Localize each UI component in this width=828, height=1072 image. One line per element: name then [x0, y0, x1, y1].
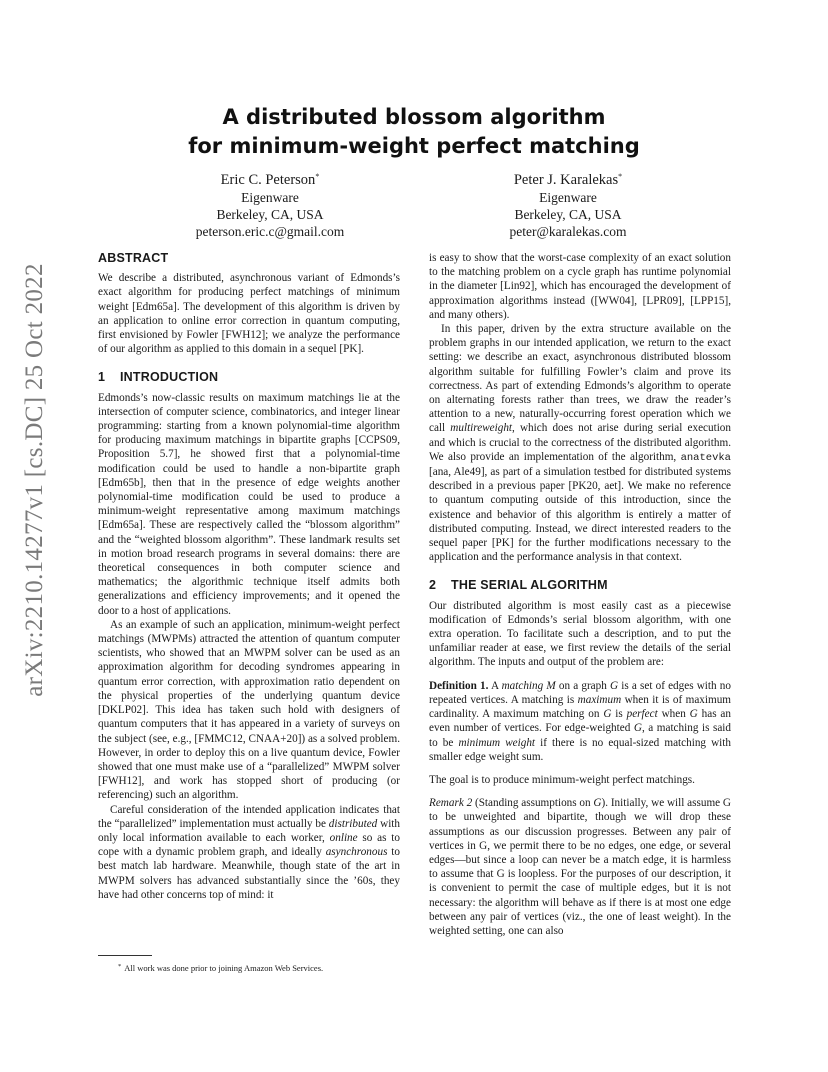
section-heading-serial-algorithm	[429, 578, 731, 592]
intro-paragraph-5: In this paper, driven by the extra structure available on the problem graphs in our intended application, we return to the exact setting: we describe an exact, asynchronous distributed blossom algorithm suitable for fulfilling Fowler’s claim and prove its correctness. As part of extending Edmonds’s algorithm to operate on alternating forests rather than trees, we draw the reader’s attention to a new, naturally-occurring forest operation which we call multireweight, which does not arise during serial execution and which is crucial to the correctness of the distributed algorithm. We also provide an implementation of the algorithm, anatevka [ana, Ale49], as part of a simulation testbed for distributed systems described in a previous paper [PK20, aet]. We make no reference to quantum computing outside of this introduction, since the existence and behavior of this algorithm is entirely a matter of distributed computing. Instead, we direct interested readers to the sequel paper [PK] for the further modifications necessary to the application and the performance analysis in that context.	[429, 323, 731, 564]
author-affiliation: Eigenware	[539, 190, 597, 205]
intro-paragraph-1: Edmonds’s now-classic results on maximum matchings lie at the intersection of computer science, combinatorics, and integer linear programming: starting from a known polynomial-time algorithm for producing maximum matchings in bipartite graphs [CCPS09, Proposition 5.7], he showed first that a polynomial-time modification could be used to handle a non-bipartite graph [Edm65b], then that in the presence of edge weights another polynomial-time modification could be used to produce a minimum-weight representative among maximum matchings [Edm65a]. These are respectively called the “blossom algorithm” and the “weighted blossom algorithm”. These landmark results set in motion broad research programs in several domains: there are theoretical consequences in both computer science and mathematics; the algorithmic technique itself admits both generalizations and efficiency improvements; and it opened the door to a host of applications.	[98, 391, 400, 617]
author-location: Berkeley, CA, USA	[216, 207, 324, 222]
author-footnote-mark: *	[618, 172, 623, 181]
author-name: Eric C. Peterson*	[220, 172, 320, 188]
footnote-text: All work was done prior to joining Amazon Web Services.	[124, 963, 324, 973]
section-title: THE SERIAL ALGORITHM	[451, 578, 608, 593]
paper-title	[98, 103, 730, 161]
definition-1: Definition 1. A matching M on a graph G is a set of edges with no repeated vertices. A matching is maximum when it is of maximum cardinality. A maximum matching on G is perfect when G has an even number of vertices. For edge-weighted G, a matching is said to be minimum weight if there is no equal-sized matching with smaller edge weight sum.	[429, 679, 731, 763]
author-footnote-mark: *	[315, 172, 320, 181]
left-column	[98, 251, 400, 902]
footnote	[98, 961, 398, 974]
title-line-2: for minimum-weight perfect matching	[188, 134, 640, 158]
author-name: Peter J. Karalekas*	[513, 172, 623, 188]
goal-statement: The goal is to produce minimum-weight perfect matchings.	[429, 773, 695, 786]
right-column	[429, 251, 731, 938]
author-block-2	[438, 172, 698, 240]
intro-paragraph-2: As an example of such an application, minimum-weight perfect matchings (MWPMs) attracted the attention of quantum computer scientists, who showed that an MWPM solver can be used as an approximation algorithm for decoding syndromes appearing in quantum error correction, with approximation ratio dependent on the physical properties of the underlying quantum device [DKLP02]. This idea has taken such hold with designers of quantum computers that it has appeared in a variety of surveys on the subject (see, e.g., [FMMC12, CNAA+20]) as a solved problem. However, in order to deploy this on a live quantum device, Fowler showed that one must make use of a “parallelized” MWPM solver [FWH12], and work has stopped short of producing (or referencing) such an algorithm.	[98, 618, 400, 802]
author-email: peterson.eric.c@gmail.com	[195, 224, 345, 239]
abstract-text: We describe a distributed, asynchronous variant of Edmonds’s exact algorithm for producing perfect matchings of minimum weight [Edm65a]. The development of this algorithm is driven by an application to online error correction in quantum computing, first envisioned by Fowler [FWH12]; we analyze the performance of our algorithm as applied to this domain in a sequel [PK].	[98, 272, 400, 356]
arxiv-identifier: arXiv:2210.14277v1 [cs.DC] 25 Oct 2022	[21, 263, 48, 697]
author-location: Berkeley, CA, USA	[514, 207, 622, 222]
intro-paragraph-4: is easy to show that the worst-case complexity of an exact solution to the matching problem on a cycle graph has runtime polynomial in the diameter [Lin92], which has encouraged the development of approximation algorithms instead ([WW04], [LPR09], [LPP15], and many others).	[429, 252, 731, 321]
footnote-divider	[98, 955, 152, 956]
abstract-heading: ABSTRACT	[98, 251, 169, 265]
section-title: INTRODUCTION	[120, 370, 219, 385]
intro-paragraph-3: Careful consideration of the intended application indicates that the “parallelized” implementation must actually be distributed with only local information available to each worker, online so as to cope with a dynamic problem graph, and ideally asynchronous to best match lab hardware. Meanwhile, though state of the art in MWPM solvers has advanced substantially since the ’60s, they have had other concerns top of mind: it	[98, 803, 401, 901]
arxiv-sidebar	[0, 0, 70, 1072]
section-number: 1	[98, 370, 106, 385]
author-block-1	[140, 172, 400, 240]
author-email: peter@karalekas.com	[509, 224, 627, 239]
title-line-1: A distributed blossom algorithm	[222, 105, 606, 129]
remark-2: Remark 2 (Standing assumptions on G). Initially, we will assume G to be unweighted and bipartite, though we will drop these assumptions as our discussion progresses. Between any pair of vertices in G, we permit there to be no edges, one edge, or several edges—but since a loop can never be a match edge, it is harmless to assume that G is loopless. For the purposes of our description, it is convenient to permit the case of multiple edges, but it is not necessary: the algorithm will behave as if there is at most one edge between any pair of vertices (viz., the one of least weight). In the weighted setting, one can also	[429, 797, 731, 937]
footnote-mark: *	[118, 963, 122, 970]
author-affiliation: Eigenware	[241, 190, 299, 205]
section-heading-introduction	[98, 370, 400, 384]
serial-paragraph-1: Our distributed algorithm is most easily cast as a piecewise modification of Edmonds’s serial blossom algorithm, with one extra operation. To facilitate such a description, and to put the unfamiliar reader at ease, we first review the details of the serial algorithm. The inputs and output of the problem are:	[429, 599, 731, 669]
section-number: 2	[429, 578, 437, 593]
